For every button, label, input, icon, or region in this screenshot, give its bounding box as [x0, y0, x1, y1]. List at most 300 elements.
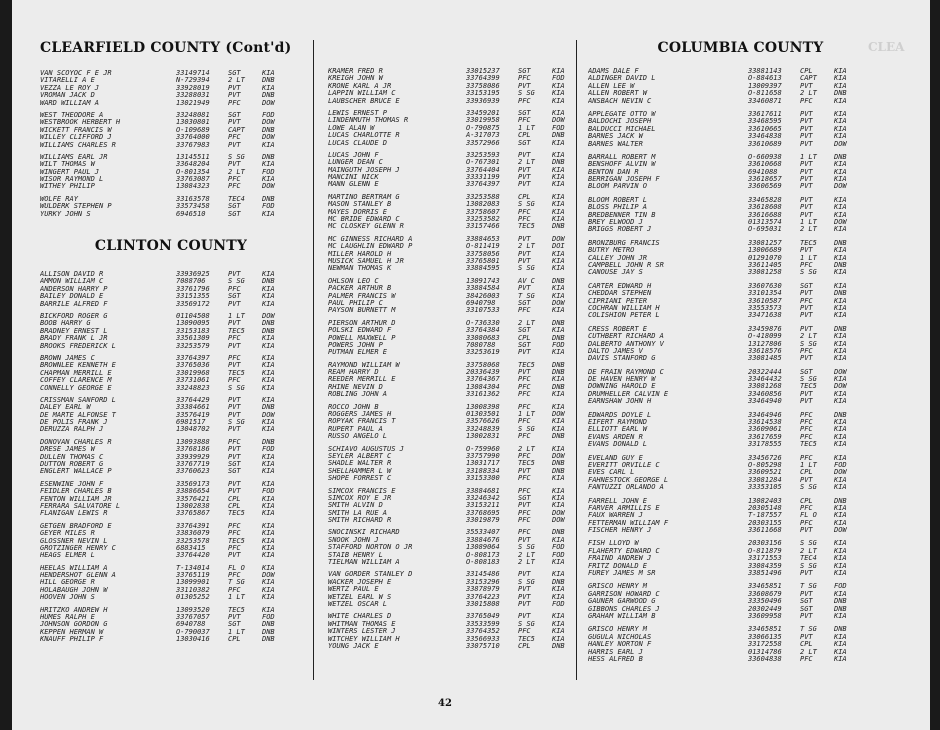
soldier-name: LEWIS ERNEST P — [328, 109, 388, 117]
status: KIA — [552, 586, 565, 594]
soldier-name: MC BRIDE EDWARD C — [328, 216, 400, 224]
soldier-name: BLOOM ROBERT L — [588, 196, 648, 204]
soldier-name: CALLEY JOHN JR — [588, 254, 648, 262]
serial-number: 13002831 — [466, 433, 500, 441]
roster-entry — [328, 152, 590, 159]
serial-number: 13021949 — [176, 99, 210, 107]
rank: CPL — [518, 132, 531, 140]
status: KIA — [262, 537, 275, 545]
soldier-name: EIFERT RAYMOND — [588, 419, 648, 427]
roster-entry — [588, 383, 893, 390]
roster-entry — [40, 362, 302, 369]
serial-number: 13048702 — [176, 426, 210, 434]
rank: PVT — [518, 235, 531, 243]
status: KIA — [834, 426, 847, 434]
serial-number: 33019968 — [176, 369, 210, 377]
roster-entry — [328, 132, 590, 139]
status: KIA — [834, 355, 847, 363]
rank: PFC — [800, 655, 813, 663]
soldier-name: FLAHERTY EDWARD C — [588, 547, 660, 555]
status: KIA — [834, 340, 847, 348]
serial-number: T-134014 — [176, 564, 210, 572]
soldier-name: FRITZ DONALD E — [588, 562, 648, 570]
status: DNB — [834, 90, 847, 98]
status: FOD — [262, 614, 275, 622]
status: KIA — [552, 376, 565, 384]
soldier-name: EVELAND GUY E — [588, 454, 643, 462]
roster-entry — [40, 271, 302, 278]
roster-entry — [328, 125, 590, 132]
status: DNB — [552, 578, 565, 586]
soldier-name: MARTINO BERTRAM G — [328, 193, 400, 201]
soldier-name: WARD WILLIAM A — [40, 99, 100, 107]
status: KIA — [834, 376, 847, 384]
rank: PVT — [518, 601, 531, 608]
rank: SGT — [518, 68, 531, 75]
roster-entry — [588, 240, 893, 247]
rank: PFC — [228, 544, 241, 552]
roster-entry — [588, 219, 893, 226]
roster-entry — [588, 341, 893, 348]
status: KIA — [262, 369, 275, 377]
roster-group — [40, 355, 302, 392]
rank: PVT — [800, 390, 813, 398]
roster-entry — [328, 544, 590, 551]
rank: 2 LT — [518, 243, 535, 251]
roster-entry — [588, 520, 893, 527]
soldier-name: BLOOM PARVIN O — [588, 183, 648, 191]
roster-group — [328, 194, 590, 231]
roster-group — [328, 236, 590, 273]
rank: PVT — [228, 342, 241, 350]
rank: SGT — [518, 494, 531, 502]
soldier-name: GRAHAM WILLIAM B — [588, 613, 656, 620]
rank: 2 LT — [800, 333, 817, 341]
rank: PFC — [800, 419, 813, 427]
roster-entry — [328, 83, 590, 90]
serial-number: 20303156 — [748, 540, 782, 548]
soldier-name: CHAPMAN MERRILL E — [40, 369, 112, 377]
roster-entry — [40, 112, 302, 119]
soldier-name: HENDERSHOT GLENN A — [40, 572, 116, 580]
status: KIA — [262, 564, 275, 572]
rank: S SG — [800, 484, 817, 492]
roster-entry — [588, 656, 893, 663]
rank: PVT — [228, 480, 241, 488]
status: DNB — [552, 277, 565, 285]
serial-number: 33569173 — [176, 480, 210, 488]
rank: S SG — [518, 265, 535, 273]
rank: PVT — [800, 633, 813, 641]
soldier-name: WETZEL OSCAR L — [328, 601, 388, 608]
rank: SGT — [518, 139, 531, 147]
roster-entry — [588, 583, 893, 590]
rank: PVT — [228, 446, 241, 454]
roster-entry — [40, 154, 302, 161]
serial-number: 20302449 — [748, 605, 782, 613]
roster-entry — [40, 335, 302, 342]
roster-entry — [328, 391, 590, 398]
soldier-name: CAMPBELL JOHN R SR — [588, 261, 664, 269]
serial-number: O-660938 — [748, 153, 782, 161]
rank: PVT — [800, 82, 813, 90]
rank: CAPT — [228, 126, 245, 134]
rank: PFC — [228, 586, 241, 594]
rank: PVT — [800, 304, 813, 312]
rank: 2 LT — [800, 90, 817, 98]
rank: CPL — [518, 642, 531, 650]
status: KIA — [552, 166, 565, 174]
status: KIA — [834, 441, 847, 449]
roster-entry — [588, 477, 893, 484]
serial-number: 33572966 — [466, 139, 500, 147]
roster-entry — [328, 510, 590, 517]
serial-number: 33609521 — [748, 469, 782, 477]
status: KIA — [552, 536, 565, 544]
soldier-name: REAM HARRY D — [328, 369, 379, 377]
roster-entry — [328, 559, 590, 566]
status: KIA — [834, 161, 847, 169]
roster-entry — [588, 90, 893, 97]
roster-entry — [40, 100, 302, 107]
roster-entry — [40, 538, 302, 545]
roster-entry — [328, 369, 590, 376]
roster-group — [588, 240, 893, 277]
serial-number: 33081268 — [748, 383, 782, 391]
status: KIA — [262, 461, 275, 469]
serial-number: 33884676 — [466, 536, 500, 544]
status: KIA — [552, 559, 565, 567]
status: KIA — [552, 593, 565, 601]
serial-number: 13008398 — [466, 403, 500, 411]
serial-number: 35533407 — [466, 529, 500, 537]
roster-entry — [588, 555, 893, 562]
status: KIA — [262, 362, 275, 370]
serial-number: 33884595 — [466, 265, 500, 273]
soldier-name: SMITH RICHARD R — [328, 517, 392, 525]
serial-number: 33384661 — [176, 404, 210, 412]
status: DOW — [262, 411, 275, 419]
rank: 1 LT — [228, 312, 245, 320]
roster-group — [328, 571, 590, 608]
roster-entry — [588, 133, 893, 140]
soldier-name: MASON STANLEY B — [328, 201, 392, 209]
roster-group — [328, 446, 590, 483]
soldier-name: BENTON DAN R — [588, 168, 639, 176]
status: KIA — [552, 445, 565, 453]
roster-entry — [40, 621, 302, 628]
status: KIA — [834, 512, 847, 520]
rank: SGT — [228, 621, 241, 629]
roster-entry — [40, 496, 302, 503]
serial-number: 33253578 — [176, 537, 210, 545]
serial-number: 33765119 — [176, 572, 210, 580]
serial-number: 33188334 — [466, 467, 500, 475]
rank: T SG — [800, 626, 817, 634]
serial-number: 33350496 — [748, 598, 782, 606]
page — [12, 0, 930, 730]
roster-entry — [328, 201, 590, 208]
serial-number: 33604838 — [748, 655, 782, 663]
roster-group — [40, 397, 302, 434]
roster-entry — [588, 126, 893, 133]
roster-entry — [328, 258, 590, 265]
soldier-name: PIERSON ARTHUR D — [328, 319, 396, 327]
serial-number: 33075710 — [466, 642, 500, 650]
serial-number: 33928019 — [176, 84, 210, 92]
serial-number: 33248081 — [176, 111, 210, 119]
serial-number: 33616688 — [748, 211, 782, 219]
soldier-name: ROGGERS JAMES H — [328, 411, 392, 419]
rank: PVT — [800, 590, 813, 598]
soldier-name: CRISSMAN SANFORD L — [40, 396, 116, 404]
serial-number: 33761796 — [176, 285, 210, 293]
soldier-name: VROMAN JACK D — [40, 92, 95, 100]
soldier-name: APPLEGATE OTTO W — [588, 110, 656, 118]
soldier-name: ANSBACH NEVIN C — [588, 97, 652, 105]
rank: PVT — [228, 396, 241, 404]
rank: CPL — [800, 497, 813, 505]
status: KIA — [262, 293, 275, 301]
soldier-name: BARRALL ROBERT M — [588, 153, 656, 161]
serial-number: 33464946 — [748, 411, 782, 419]
serial-number: 6946510 — [176, 210, 206, 218]
rank: PVT — [518, 250, 531, 258]
roster-entry — [328, 320, 590, 327]
soldier-name: LAUBSCHER BRUCE E — [328, 97, 400, 105]
rank: PFC — [518, 433, 531, 441]
roster-entry — [328, 293, 590, 300]
status: FOD — [552, 544, 565, 552]
soldier-name: FERRARA SALVATORE L — [40, 502, 121, 510]
serial-number: O-808183 — [466, 559, 500, 567]
rank: PVT — [518, 174, 531, 182]
rank: S SG — [518, 201, 535, 209]
serial-number: 33101354 — [748, 290, 782, 298]
roster-group — [40, 70, 302, 107]
serial-number: A-317073 — [466, 132, 500, 140]
roster-entry — [588, 570, 893, 577]
roster-group — [328, 529, 590, 566]
status: KIA — [262, 586, 275, 594]
roster-entry — [588, 548, 893, 555]
serial-number: 33153296 — [466, 578, 500, 586]
status: KIA — [552, 292, 565, 300]
serial-number: 33764000 — [176, 134, 210, 142]
roster-entry — [588, 540, 893, 547]
roster-entry — [588, 154, 893, 161]
soldier-name: MAINGUTH JOSEPH J — [328, 166, 400, 174]
serial-number: 20322444 — [748, 368, 782, 376]
status: DNB — [262, 621, 275, 629]
soldier-name: SHOPE FORREST C — [328, 475, 392, 483]
rank: SGT — [228, 111, 241, 119]
rank: SGT — [518, 327, 531, 335]
soldier-name: BARNES JACK W — [588, 133, 643, 141]
roster-entry — [40, 565, 302, 572]
roster-entry — [588, 634, 893, 641]
roster-entry — [328, 475, 590, 482]
soldier-name: ESENWINE JOHN F — [40, 480, 104, 488]
serial-number: 33153211 — [466, 502, 500, 510]
rank: PVT — [800, 398, 813, 406]
status: KIA — [262, 579, 275, 587]
roster-entry — [588, 247, 893, 254]
serial-number: 33758068 — [466, 361, 500, 369]
serial-number: 33764399 — [466, 75, 500, 83]
roster-entry — [588, 169, 893, 176]
soldier-name: DRESE JAMES W — [40, 446, 95, 454]
rank: PFC — [800, 504, 813, 512]
status: KIA — [262, 480, 275, 488]
serial-number: 33764223 — [466, 593, 500, 601]
soldier-name: CRESS ROBERT E — [588, 325, 648, 333]
rank: CPL — [228, 495, 241, 503]
serial-number: 13093520 — [176, 606, 210, 614]
status: DOW — [552, 235, 565, 243]
roster-entry — [588, 83, 893, 90]
roster-entry — [588, 512, 893, 519]
status: DOW — [262, 134, 275, 142]
rank: 2 LT — [228, 168, 245, 176]
rank: TEC5 — [518, 635, 535, 643]
rank: PFC — [518, 487, 531, 495]
serial-number: 33939929 — [176, 453, 210, 461]
roster-entry — [328, 411, 590, 418]
status: KIA — [834, 476, 847, 484]
soldier-name: MAYES DORRIS E — [328, 208, 388, 216]
status: KIA — [834, 125, 847, 133]
status: KIA — [834, 562, 847, 570]
serial-number: 01313574 — [748, 219, 782, 227]
rank: PVT — [228, 271, 241, 279]
status: DNB — [262, 77, 275, 85]
rank: PVT — [800, 125, 813, 133]
status: KIA — [834, 97, 847, 105]
serial-number: 33460871 — [748, 97, 782, 105]
roster-group — [588, 626, 893, 663]
serial-number: 33246342 — [466, 494, 500, 502]
soldier-name: DONOVAN CHARLES R — [40, 438, 112, 446]
status: FOD — [262, 446, 275, 454]
status: KIA — [262, 594, 275, 602]
soldier-name: GARRISON HOWARD C — [588, 590, 660, 598]
status: KIA — [262, 606, 275, 614]
roster-entry — [40, 503, 302, 510]
soldier-name: MANCINI NICK — [328, 174, 379, 182]
status: KIA — [262, 384, 275, 392]
serial-number: 33764404 — [466, 166, 500, 174]
roster-entry — [588, 183, 893, 190]
roster-entry — [588, 348, 893, 355]
rank: TEC5 — [518, 223, 535, 231]
roster-entry — [40, 572, 302, 579]
roster-entry — [328, 601, 590, 608]
soldier-name: BLOSS PHILIP A — [588, 204, 648, 212]
status: DNB — [834, 411, 847, 419]
status: DNB — [834, 325, 847, 333]
rank: PFC — [228, 522, 241, 530]
status: KIA — [834, 254, 847, 262]
roster-entry — [328, 110, 590, 117]
roster-entry — [588, 118, 893, 125]
status: KIA — [834, 641, 847, 649]
roster-entry — [588, 369, 893, 376]
roster-entry — [328, 300, 590, 307]
status: FOD — [262, 111, 275, 119]
rank: 1 LT — [800, 254, 817, 262]
serial-number: O-811658 — [748, 90, 782, 98]
status: KIA — [834, 633, 847, 641]
rank: T SG — [518, 292, 535, 300]
rank: S SG — [228, 153, 245, 161]
serial-number: 33153195 — [466, 90, 500, 98]
soldier-name: MILLER HAROLD H — [328, 250, 392, 258]
roster-entry — [588, 505, 893, 512]
roster-entry — [40, 587, 302, 594]
rank: PVT — [800, 312, 813, 320]
roster-entry — [40, 481, 302, 488]
rank: PFC — [228, 176, 241, 184]
serial-number: 33878979 — [466, 586, 500, 594]
status: DNB — [552, 361, 565, 369]
roster-group — [328, 488, 590, 525]
serial-number: 33465851 — [748, 626, 782, 634]
roster-entry — [40, 461, 302, 468]
rank: SGT — [228, 293, 241, 301]
roster-entry — [40, 70, 302, 77]
serial-number: 6981517 — [176, 419, 206, 427]
column-right — [588, 40, 893, 669]
roster-entry — [40, 614, 302, 621]
status: KIA — [834, 547, 847, 555]
serial-number: 33533599 — [466, 620, 500, 628]
rank: S SG — [518, 620, 535, 628]
rank: TEC5 — [228, 606, 245, 614]
roster-entry — [40, 301, 302, 308]
status: KIA — [834, 655, 847, 663]
rank: PFC — [800, 433, 813, 441]
rank: S SG — [800, 340, 817, 348]
rank: SGT — [518, 109, 531, 117]
soldier-name: EVERITT ORVILLE C — [588, 461, 660, 469]
rank: PVT — [518, 349, 531, 357]
soldier-name: LINDENMUTH THOMAS R — [328, 117, 409, 125]
rank: 2 LT — [518, 559, 535, 567]
roster-entry — [328, 278, 590, 285]
status: KIA — [834, 204, 847, 212]
soldier-name: GRISCO HENRY M — [588, 583, 648, 591]
status: KIA — [834, 390, 847, 398]
rank: PFC — [518, 529, 531, 537]
roster-entry — [328, 75, 590, 82]
soldier-name: HESS ALFRED B — [588, 655, 643, 663]
roster-entry — [328, 307, 590, 314]
rank: CPL — [800, 68, 813, 75]
status: KIA — [262, 141, 275, 149]
rank: CAPT — [800, 75, 817, 83]
rank: PVT — [800, 176, 813, 184]
roster-entry — [328, 517, 590, 524]
status: KIA — [552, 418, 565, 426]
status: KIA — [262, 70, 275, 77]
soldier-name: EDWARDS DOYLE L — [588, 411, 652, 419]
roster-entry — [328, 243, 590, 250]
roster-entry — [328, 194, 590, 201]
soldier-name: PACKER ARTHUR B — [328, 285, 392, 293]
serial-number: 13145511 — [176, 153, 210, 161]
soldier-name: ENGLERT WALLACE P — [40, 468, 112, 476]
